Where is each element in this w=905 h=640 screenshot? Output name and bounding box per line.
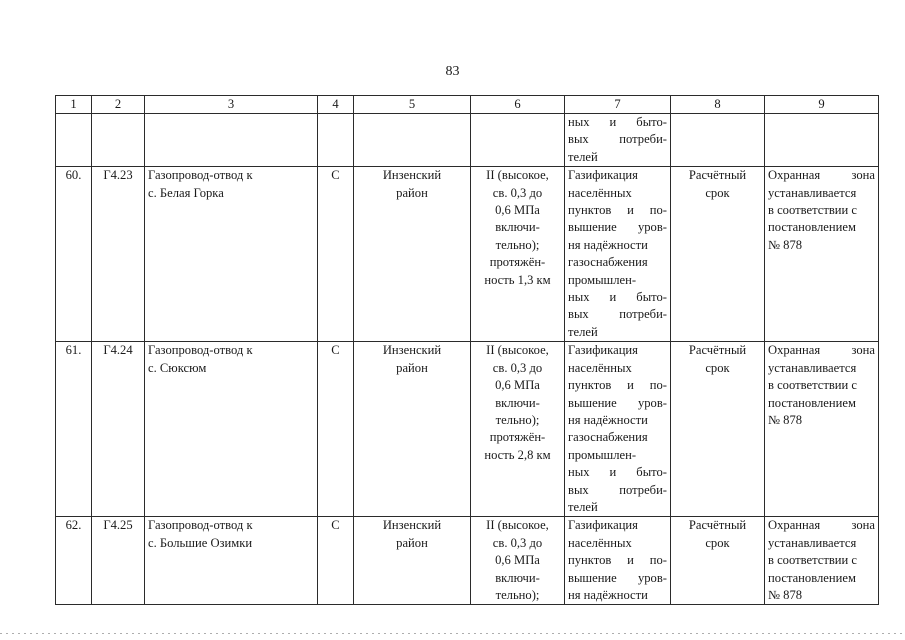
object-purpose-line: вышение уров- bbox=[568, 395, 667, 410]
object-parameters-line: 0,6 МПа bbox=[495, 553, 540, 568]
cont-cell-term bbox=[671, 114, 765, 167]
object-purpose-line: вышение уров- bbox=[568, 570, 667, 585]
object-name-line: Газопровод-отвод к bbox=[148, 518, 253, 533]
col-header-9: 9 bbox=[765, 96, 879, 114]
object-category: С bbox=[318, 167, 354, 342]
col-header-7: 7 bbox=[565, 96, 671, 114]
object-purpose-line: Газификация bbox=[568, 518, 638, 533]
object-parameters-line: св. 0,3 до bbox=[492, 360, 543, 375]
object-purpose-line: ных и быто- bbox=[568, 465, 667, 480]
object-parameters-line: протяжён- bbox=[489, 255, 546, 270]
object-purpose-line: вых потреби- bbox=[568, 482, 667, 497]
table-row bbox=[56, 167, 879, 342]
object-name-line: Газопровод-отвод к bbox=[148, 343, 253, 358]
object-location-line: Инзенский bbox=[382, 343, 442, 358]
row-number: 60. bbox=[56, 167, 92, 342]
zone-note-line: постановлением bbox=[768, 570, 856, 585]
cont-cell-location bbox=[354, 114, 471, 167]
zone-note-line: Охранная зона bbox=[768, 168, 875, 183]
object-purpose-line: телей bbox=[568, 324, 598, 339]
zone-note-line: Охранная зона bbox=[768, 518, 875, 533]
cont-cell-name bbox=[145, 114, 318, 167]
object-parameters-line: II (высокое, bbox=[486, 518, 549, 533]
object-parameters-line: включи- bbox=[495, 395, 540, 410]
col-header-4: 4 bbox=[318, 96, 354, 114]
cont-cell-num bbox=[56, 114, 92, 167]
object-name bbox=[145, 342, 318, 517]
object-purpose-line: ных и быто- bbox=[568, 290, 667, 305]
object-location bbox=[354, 342, 471, 517]
implementation-term-line: срок bbox=[705, 535, 730, 550]
object-purpose-line: ня надёжности bbox=[568, 237, 648, 252]
object-parameters bbox=[471, 517, 565, 605]
zone-note-line: в соответствии с bbox=[768, 203, 857, 218]
header-row bbox=[56, 96, 879, 114]
implementation-term-line: срок bbox=[705, 185, 730, 200]
object-name bbox=[145, 517, 318, 605]
object-parameters bbox=[471, 167, 565, 342]
object-parameters-line: включи- bbox=[495, 220, 540, 235]
object-location-line: район bbox=[396, 185, 428, 200]
zone-note-line: постановлением bbox=[768, 220, 856, 235]
col-header-8: 8 bbox=[671, 96, 765, 114]
object-parameters-line: ность 1,3 км bbox=[484, 272, 551, 287]
object-parameters-line: 0,6 МПа bbox=[495, 203, 540, 218]
zone-note-line: постановлением bbox=[768, 395, 856, 410]
object-purpose-line: пунктов и по- bbox=[568, 378, 667, 393]
zone-note-line: Охранная зона bbox=[768, 343, 875, 358]
row-number: 61. bbox=[56, 342, 92, 517]
object-code: Г4.23 bbox=[92, 167, 145, 342]
object-parameters-line: св. 0,3 до bbox=[492, 535, 543, 550]
zone-note bbox=[765, 167, 879, 342]
object-purpose-line: газоснабжения bbox=[568, 430, 648, 445]
object-code: Г4.24 bbox=[92, 342, 145, 517]
zone-note-line: № 878 bbox=[768, 587, 803, 602]
object-location-line: район bbox=[396, 535, 428, 550]
object-purpose bbox=[565, 517, 671, 605]
zone-note-line: № 878 bbox=[768, 237, 803, 252]
col-header-2: 2 bbox=[92, 96, 145, 114]
object-purpose-line: телей bbox=[568, 499, 598, 514]
cont-cell-code bbox=[92, 114, 145, 167]
object-name-line: с. Сюксюм bbox=[148, 360, 207, 375]
table-row bbox=[56, 517, 879, 605]
object-parameters-line: тельно); bbox=[495, 237, 540, 252]
implementation-term-line: срок bbox=[705, 360, 730, 375]
implementation-term bbox=[671, 342, 765, 517]
object-purpose-line: пунктов и по- bbox=[568, 553, 667, 568]
continuation-row bbox=[56, 114, 879, 167]
object-name-line: с. Белая Горка bbox=[148, 185, 224, 200]
object-parameters-line: II (высокое, bbox=[486, 168, 549, 183]
zone-note-line: устанавливается bbox=[768, 185, 857, 200]
zone-note-line: № 878 bbox=[768, 412, 803, 427]
zone-note bbox=[765, 517, 879, 605]
row-number: 62. bbox=[56, 517, 92, 605]
zone-note-line: устанавливается bbox=[768, 535, 857, 550]
object-parameters-line: протяжён- bbox=[489, 430, 546, 445]
object-name-line: Газопровод-отвод к bbox=[148, 168, 253, 183]
implementation-term-line: Расчётный bbox=[688, 518, 747, 533]
object-location-line: Инзенский bbox=[382, 168, 442, 183]
cont-purpose-line: ных и быто- bbox=[568, 115, 667, 129]
object-purpose-line: Газификация bbox=[568, 168, 638, 183]
object-parameters-line: включи- bbox=[495, 570, 540, 585]
cont-cell-purpose bbox=[565, 114, 671, 167]
zone-note-line: устанавливается bbox=[768, 360, 857, 375]
object-parameters-line: II (высокое, bbox=[486, 343, 549, 358]
object-category: С bbox=[318, 342, 354, 517]
implementation-term-line: Расчётный bbox=[688, 343, 747, 358]
table-row bbox=[56, 342, 879, 517]
implementation-term bbox=[671, 517, 765, 605]
object-purpose-line: промышлен- bbox=[568, 272, 637, 287]
object-parameters-line: ность 2,8 км bbox=[484, 447, 551, 462]
implementation-term-line: Расчётный bbox=[688, 168, 747, 183]
object-location bbox=[354, 517, 471, 605]
object-parameters bbox=[471, 342, 565, 517]
cont-cell-category bbox=[318, 114, 354, 167]
object-purpose-line: вышение уров- bbox=[568, 220, 667, 235]
cont-purpose-line: телей bbox=[568, 149, 598, 164]
object-parameters-line: тельно); bbox=[495, 412, 540, 427]
object-purpose-line: населённых bbox=[568, 185, 632, 200]
zone-note-line: в соответствии с bbox=[768, 553, 857, 568]
object-purpose-line: Газификация bbox=[568, 343, 638, 358]
cont-cell-note bbox=[765, 114, 879, 167]
object-purpose bbox=[565, 167, 671, 342]
page-number: 83 bbox=[445, 64, 460, 79]
zone-note bbox=[765, 342, 879, 517]
object-code: Г4.25 bbox=[92, 517, 145, 605]
implementation-term bbox=[671, 167, 765, 342]
object-name-line: с. Большие Озимки bbox=[148, 535, 253, 550]
object-purpose-line: населённых bbox=[568, 360, 632, 375]
object-purpose-line: газоснабжения bbox=[568, 255, 648, 270]
col-header-3: 3 bbox=[145, 96, 318, 114]
object-parameters-line: св. 0,3 до bbox=[492, 185, 543, 200]
cont-purpose-line: вых потреби- bbox=[568, 132, 667, 147]
gas-pipeline-table bbox=[55, 95, 879, 605]
object-parameters-line: тельно); bbox=[495, 587, 540, 602]
object-purpose-line: ня надёжности bbox=[568, 587, 648, 602]
object-purpose bbox=[565, 342, 671, 517]
object-purpose-line: пунктов и по- bbox=[568, 203, 667, 218]
object-location-line: район bbox=[396, 360, 428, 375]
object-name bbox=[145, 167, 318, 342]
object-purpose-line: вых потреби- bbox=[568, 307, 667, 322]
object-category: С bbox=[318, 517, 354, 605]
object-location bbox=[354, 167, 471, 342]
col-header-6: 6 bbox=[471, 96, 565, 114]
object-purpose-line: промышлен- bbox=[568, 447, 637, 462]
zone-note-line: в соответствии с bbox=[768, 378, 857, 393]
cont-cell-param bbox=[471, 114, 565, 167]
object-purpose-line: населённых bbox=[568, 535, 632, 550]
object-parameters-line: 0,6 МПа bbox=[495, 378, 540, 393]
col-header-1: 1 bbox=[56, 96, 92, 114]
object-purpose-line: ня надёжности bbox=[568, 412, 648, 427]
col-header-5: 5 bbox=[354, 96, 471, 114]
scan-bottom-edge bbox=[0, 633, 905, 634]
object-location-line: Инзенский bbox=[382, 518, 442, 533]
